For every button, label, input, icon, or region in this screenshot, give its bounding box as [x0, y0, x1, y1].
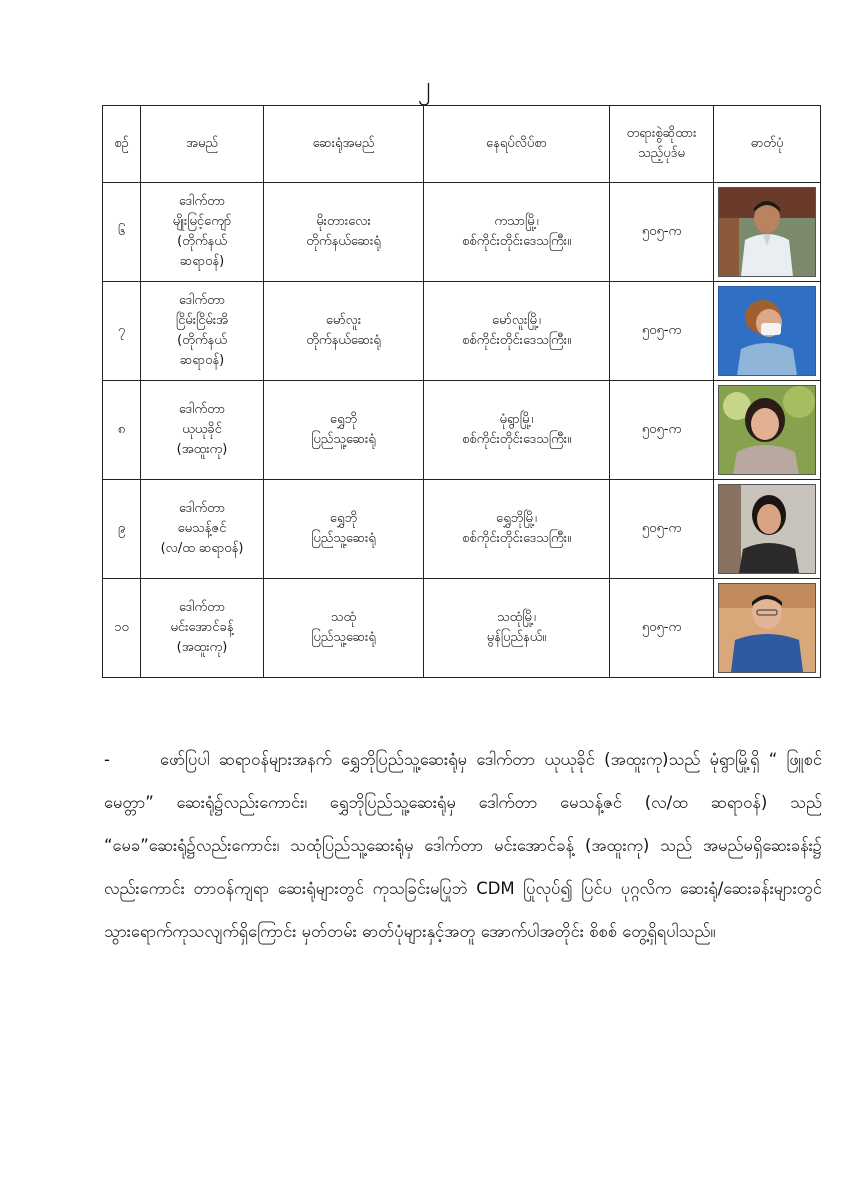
cell-address: ရွှေဘိုမြို့၊ စစ်ကိုင်းတိုင်းဒေသကြီး။ — [424, 480, 610, 579]
header-name: အမည် — [141, 106, 264, 183]
cell-hospital: မိုးတားလေး တိုက်နယ်ဆေးရုံ — [264, 183, 424, 282]
summary-text: ဖော်ပြပါ ဆရာဝန်များအနက် ရွှေဘိုပြည်သူ့ဆေးရုံမှ ဒေါက်တာ ယုယုခိုင် (အထူးကု)သည် မုံရွာမြို့ရှိ “ ဖြူစင်မေတ္တာ” ဆေးရုံ၌လည်းကောင်း၊ ရွှေဘိုပြည်သူ့ဆေးရုံမှ ဒေါက်တာ မေသန့်ဇင် (လ/ထ ဆရာဝန်) သည် “မေခ”ဆေးရုံ၌လည်းကောင်း၊ သထုံပြည်သူ့ဆေးရုံမှ ဒေါက်တာ မင်းအောင်ခန့် (အထူးကု) သည် အမည်မရှိဆေးခန်း၌ လည်းကောင်း တာဝန်ကျရာ ဆေးရုံများတွင် ကုသခြင်းမပြုဘဲ CDM ပြုလုပ်၍ ပြင်ပ ပုဂ္ဂလိက ဆေးရုံ/ဆေးခန်းများတွင် သွားရောက်ကုသလျက်ရှိကြောင်း မှတ်တမ်း ဓာတ်ပုံများနှင့်အတူ အောက်ပါအတိုင်း စိစစ် တွေ့ရှိရပါသည်။ — [104, 750, 822, 941]
cell-address: မုံရွာမြို့၊ စစ်ကိုင်းတိုင်းဒေသကြီး။ — [424, 381, 610, 480]
page-number: ၂ — [417, 71, 431, 101]
cell-name: ဒေါက်တာ မေသန့်ဇင် (လ/ထ ဆရာဝန်) — [141, 480, 264, 579]
table-row — [103, 282, 821, 381]
summary-paragraph — [104, 738, 822, 953]
header-section: တရားစွဲဆိုထား သည့်ပုဒ်မ — [610, 106, 714, 183]
cell-no: ၆ — [103, 183, 141, 282]
cell-no: ၇ — [103, 282, 141, 381]
cell-no: ၈ — [103, 381, 141, 480]
person-photo-icon — [719, 188, 815, 276]
cell-photo — [714, 183, 821, 282]
table-row — [103, 579, 821, 678]
cell-hospital: မော်လူး တိုက်နယ်ဆေးရုံ — [264, 282, 424, 381]
table-row — [103, 183, 821, 282]
cell-name: ဒေါက်တာ မင်းအောင်ခန့် (အထူးကု) — [141, 579, 264, 678]
cell-name: ဒေါက်တာ မျိုးမြင့်ကျော် (တိုက်နယ် ဆရာဝန်) — [141, 183, 264, 282]
header-no: စဉ် — [103, 106, 141, 183]
cell-photo — [714, 282, 821, 381]
cell-section: ၅၀၅-က — [610, 282, 714, 381]
cell-address: ကသာမြို့၊ စစ်ကိုင်းတိုင်းဒေသကြီး။ — [424, 183, 610, 282]
header-hospital: ဆေးရုံအမည် — [264, 106, 424, 183]
header-photo: ဓာတ်ပုံ — [714, 106, 821, 183]
cell-section: ၅၀၅-က — [610, 381, 714, 480]
cell-name: ဒေါက်တာ ငြိမ်းငြိမ်းအိ (တိုက်နယ် ဆရာဝန်) — [141, 282, 264, 381]
person-photo-icon — [719, 584, 815, 672]
person-photo-icon — [719, 386, 815, 474]
table-row — [103, 381, 821, 480]
cell-photo — [714, 480, 821, 579]
cell-section: ၅၀၅-က — [610, 480, 714, 579]
person-photo-icon — [719, 485, 815, 573]
cell-hospital: ရွှေဘို ပြည်သူ့ဆေးရုံ — [264, 480, 424, 579]
cell-section: ၅၀၅-က — [610, 183, 714, 282]
cell-name: ဒေါက်တာ ယုယုခိုင် (အထူးကု) — [141, 381, 264, 480]
table-row — [103, 480, 821, 579]
photo-doctor-6 — [718, 187, 816, 277]
bullet-dash: - — [104, 750, 110, 769]
person-photo-icon — [719, 287, 815, 375]
cell-photo — [714, 381, 821, 480]
photo-doctor-9 — [718, 484, 816, 574]
cell-photo — [714, 579, 821, 678]
photo-doctor-7 — [718, 286, 816, 376]
doctor-table — [102, 105, 821, 678]
cell-no: ၉ — [103, 480, 141, 579]
header-address: နေရပ်လိပ်စာ — [424, 106, 610, 183]
cell-no: ၁၀ — [103, 579, 141, 678]
cell-section: ၅၀၅-က — [610, 579, 714, 678]
cell-hospital: ရွှေဘို ပြည်သူ့ဆေးရုံ — [264, 381, 424, 480]
photo-doctor-8 — [718, 385, 816, 475]
photo-doctor-10 — [718, 583, 816, 673]
cell-hospital: သထုံ ပြည်သူ့ဆေးရုံ — [264, 579, 424, 678]
table-header-row — [103, 106, 821, 183]
cell-address: သထုံမြို့၊ မွန်ပြည်နယ်။ — [424, 579, 610, 678]
cell-address: မော်လူးမြို့၊ စစ်ကိုင်းတိုင်းဒေသကြီး။ — [424, 282, 610, 381]
